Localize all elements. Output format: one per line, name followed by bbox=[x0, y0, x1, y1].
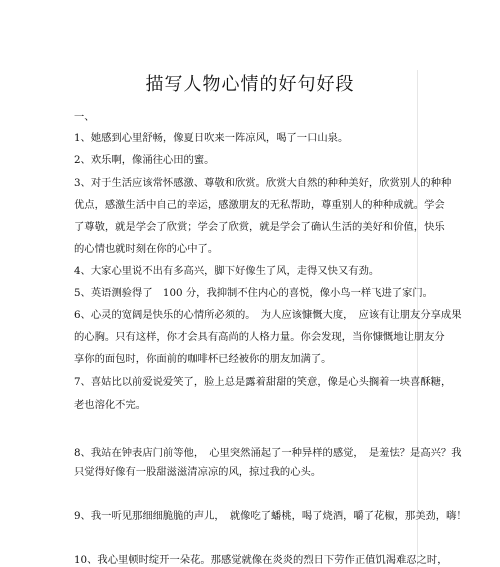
text-line: 6、心灵的宽阔是快乐的心情所必须的。 为人应该慷慨大度， 应该有让朋友分享成果 bbox=[74, 309, 462, 321]
text-line: 只觉得好像有一股甜滋滋清凉凉的风，掠过我的心头。 bbox=[74, 466, 322, 478]
text-line: 3、对于生活应该常怀感激、尊敬和欣赏。欣赏大自然的种种美好，欣赏别人的种种 bbox=[74, 177, 452, 189]
text-line: 的心情也就时刻在你的心中了。 bbox=[74, 243, 219, 255]
text-line: 2、欢乐啊，像涌往心田的蜜。 bbox=[74, 154, 215, 166]
text-line: 了尊敬，就是学会了欣赏；学会了欣赏，就是学会了确认生活的美好和价值，快乐 bbox=[74, 221, 445, 233]
text-line: 4、大家心里说不出有多高兴，脚下好像生了风，走得又快又有劲。 bbox=[74, 265, 380, 277]
text-line: 1、她感到心里舒畅，像夏日吹来一阵凉风，喝了一口山泉。 bbox=[74, 132, 349, 144]
text-line: 优点，感激生活中自己的幸运，感激朋友的无私帮助，尊重别人的种种成就。学会 bbox=[74, 199, 445, 211]
text-line: 老也溶化不完。 bbox=[74, 399, 147, 411]
text-line: 10、我心里顿时绽开一朵花。那感觉就像在炎炎的烈日下劳作正值饥渴难忍之时， bbox=[74, 554, 448, 566]
text-line: 5、英语测验得了 100 分，我抑制不住内心的喜悦，像小鸟一样飞进了家门。 bbox=[74, 287, 433, 299]
page-title: 描写人物心情的好句好段 bbox=[145, 74, 355, 95]
text-line: 9、我一听见那细细脆脆的声儿， 就像吃了蟠桃，喝了烧酒，嚼了花椒，那美劲，嗨！ bbox=[74, 510, 467, 522]
text-line: 的心胸。只有这样，你才会具有高尚的人格力量。你会发现，当你慷慨地让朋友分 bbox=[74, 331, 445, 343]
text-line: 享你的面包时，你面前的咖啡杯已经被你的朋友加满了。 bbox=[74, 353, 332, 365]
text-line: 7、喜姑比以前爱说爱笑了，脸上总是露着甜甜的笑意，像是心头搁着一块喜酥糖， bbox=[74, 376, 452, 388]
section-heading: 一、 bbox=[74, 111, 95, 123]
text-line: 8、我站在钟表店门前等他， 心里突然涌起了一种异样的感觉， 是羞怯？是高兴？我 bbox=[74, 447, 462, 459]
